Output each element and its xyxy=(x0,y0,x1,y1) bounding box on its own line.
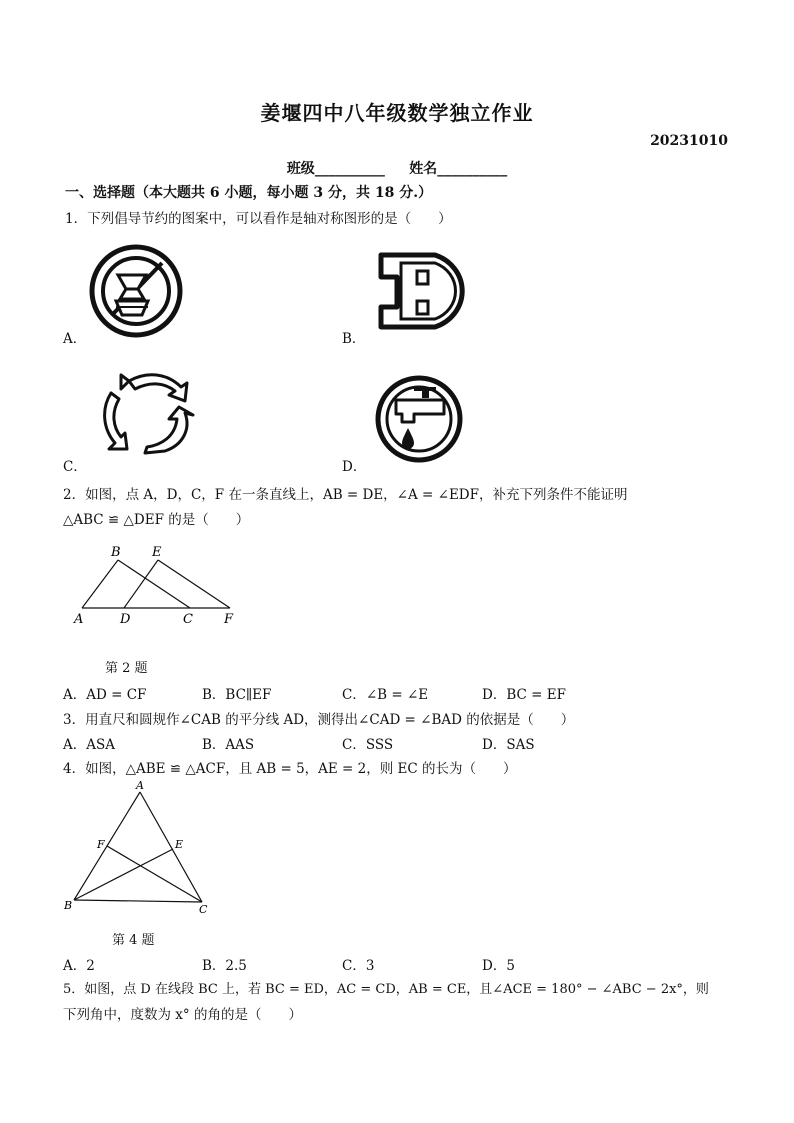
label-a: A xyxy=(74,612,84,627)
label-a4: A xyxy=(136,779,144,792)
q4-triangle-figure xyxy=(60,778,220,918)
name-label: 姓名 xyxy=(409,161,438,177)
label-f: F xyxy=(224,612,234,627)
q4-option-c[interactable]: C．3 xyxy=(342,958,375,974)
q2-triangle-figure xyxy=(70,540,245,628)
q3-stem: 3．用直尺和圆规作∠CAB 的平分线 AD，测得出∠CAD = ∠BAD 的依据是（ ） xyxy=(63,712,575,728)
label-c: C xyxy=(183,612,193,627)
class-label: 班级 xyxy=(286,161,315,177)
q1-stem: 1．下列倡导节约的图案中，可以看作是轴对称图形的是（ ） xyxy=(65,211,452,227)
q4-stem: 4．如图，△ABE ≌ △ACF，且 AB = 5，AE = 2，则 EC 的长为（ ） xyxy=(63,761,517,777)
name-blank[interactable]: __________ xyxy=(437,161,508,177)
q5-stem-line1: 5．如图，点 D 在线段 BC 上，若 BC = ED，AC = CD，AB = CE，且∠ACE = 180° − ∠ABC − 2x°，则 xyxy=(63,982,709,997)
section-heading: 一、选择题（本大题共 6 小题，每小题 3 分，共 18 分.） xyxy=(65,185,433,201)
water-tap-icon xyxy=(372,374,466,464)
label-f4: F xyxy=(97,838,105,851)
label-b: B xyxy=(111,545,121,560)
no-food-waste-icon xyxy=(88,243,184,339)
class-name-line xyxy=(0,158,794,178)
q2-option-a[interactable]: A．AD = CF xyxy=(63,687,147,703)
exam-date: 20231010 xyxy=(650,133,728,149)
q1-option-a[interactable]: A． xyxy=(63,331,87,347)
label-b4: B xyxy=(64,899,73,912)
q2-caption: 第 2 题 xyxy=(105,661,148,676)
q4-option-a[interactable]: A．2 xyxy=(63,958,95,974)
q2-option-c[interactable]: C．∠B = ∠E xyxy=(342,687,429,703)
q1-option-b[interactable]: B． xyxy=(342,331,366,347)
page-title: 姜堰四中八年级数学独立作业 xyxy=(260,101,534,125)
q1-option-d[interactable]: D． xyxy=(342,459,367,475)
q5-stem-line2: 下列角中，度数为 x° 的角的是（ ） xyxy=(63,1007,302,1023)
label-e: E xyxy=(152,545,162,560)
q1-option-c[interactable]: C． xyxy=(63,459,87,475)
q2-stem-line1: 2．如图，点 A，D，C，F 在一条直线上，AB = DE，∠A = ∠EDF，补充下列条件不能证明 xyxy=(63,487,628,503)
q3-option-b[interactable]: B．AAS xyxy=(202,737,255,753)
label-e4: E xyxy=(175,838,184,851)
q3-option-d[interactable]: D．SAS xyxy=(482,737,535,753)
q2-stem-line2: △ABC ≌ △DEF 的是（ ） xyxy=(63,512,250,528)
class-blank[interactable]: __________ xyxy=(314,161,385,177)
q2-option-d[interactable]: D．BC = EF xyxy=(482,687,566,703)
power-plug-icon xyxy=(375,249,485,333)
label-c4: C xyxy=(199,903,208,916)
q2-option-b[interactable]: B．BC∥EF xyxy=(202,687,272,703)
q4-option-b[interactable]: B．2.5 xyxy=(202,958,247,974)
q4-caption: 第 4 题 xyxy=(112,933,155,948)
q4-option-d[interactable]: D．5 xyxy=(482,958,515,974)
q3-option-a[interactable]: A．ASA xyxy=(63,737,115,753)
label-d: D xyxy=(120,612,131,627)
q3-option-c[interactable]: C．SSS xyxy=(342,737,394,753)
recycle-arrows-icon xyxy=(95,367,199,459)
